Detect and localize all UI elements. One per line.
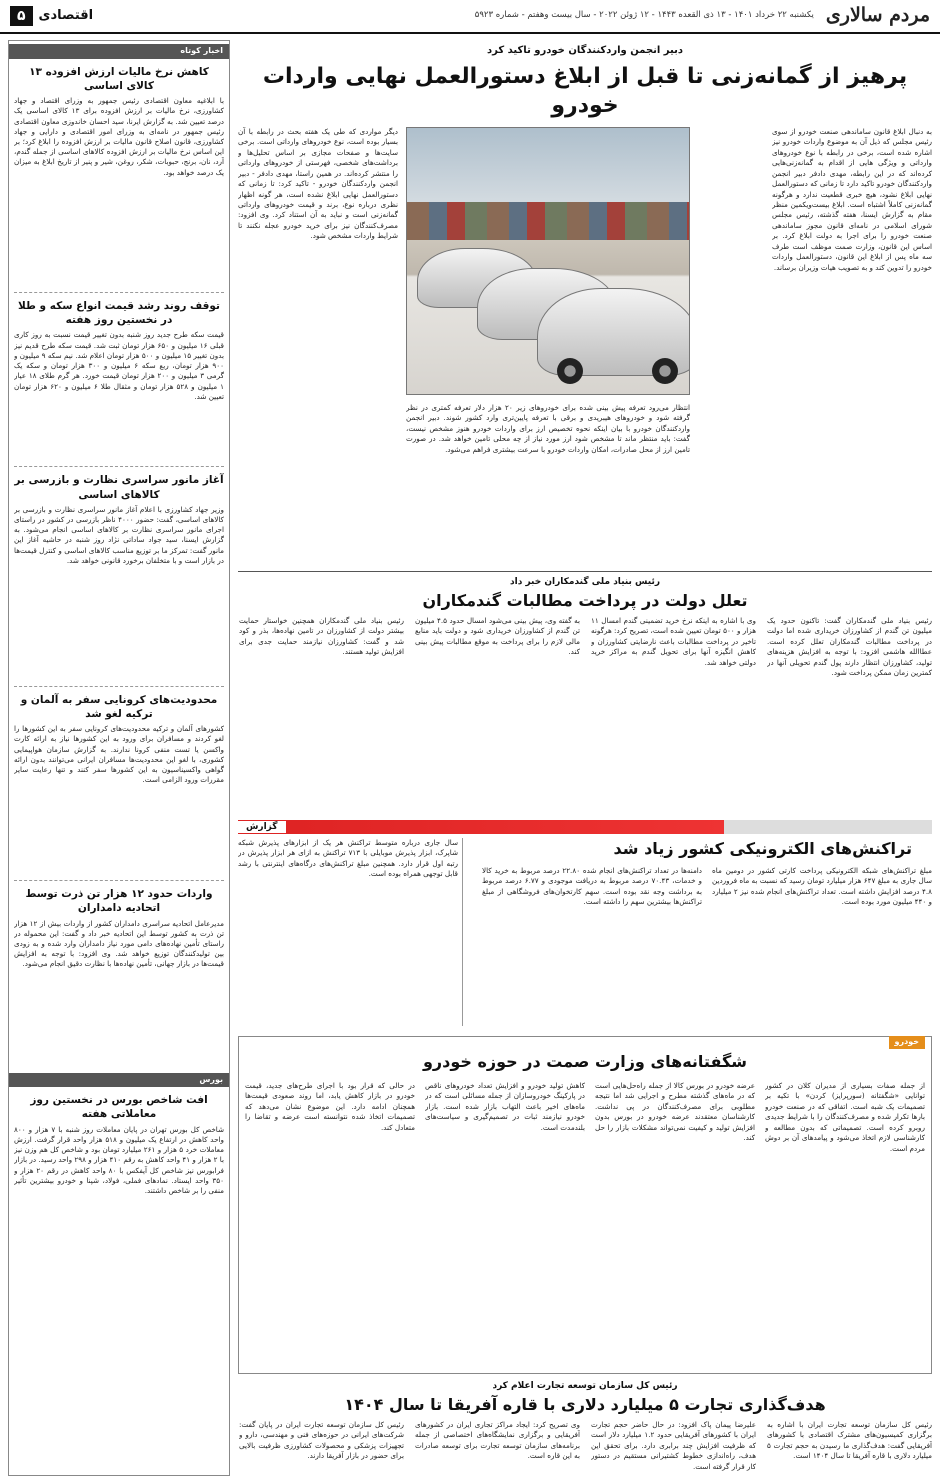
lead-article — [238, 127, 932, 567]
news-body: قیمت سکه طرح جدید روز شنبه بدون تغییر قیمت نسبت به روز کاری قبلی ۱۶ میلیون و ۶۵۰ هزار تومان ثبت شد. قیمت سکه طرح قدیم نیز بدون تغییر ۱۵ میلیون و ۵۰۰ هزار تومان اعلام شد. نیم سکه ۹ میلیون و ۹۰۰ هزار تومان، ربع سکه ۶ میلیون و ۳۰۰ هزار تومان و سکه یک گرمی ۳ میلیون و ۲۰۰ هزار تومان قیمت خورد. هر گرم طلای ۱۸ عیار ۱ میلیون و ۵۲۸ هزار تومان و مثقال طلا ۶ میلیون و ۶۲۰ هزار تومان تعیین شد. — [14, 330, 224, 401]
lead-headline: پرهیز از گمانه‌زنی تا قبل از ابلاغ دستورالعمل نهایی واردات خودرو — [262, 63, 908, 119]
report-section-label: گزارش — [238, 821, 286, 833]
news-title: توقف روند رشد قیمت انواع سکه و طلا در نخستین روز هفته — [18, 300, 220, 327]
article-column: انتظار می‌رود تعرفه پیش بینی شده برای خودروهای زیر ۲۰ هزار دلار تعرفه کمتری در نظر گرفته شود و خودروهای هیبریدی و برقی با تعرفه پایین‌تری وارد کشور شوند. دبیر انجمن واردکنندگان خودرو با بیان اینکه نحوه تخصیص ارز برای واردات خودرو هنوز مشخص نیست، گفت: باید منتظر ماند تا مشخص شود ارز مورد نیاز از چه محلی تامین خواهد شد. در صورت تامین ارز از محل صادرات، امکان واردات خودرو با سرعت بیشتری فراهم می‌شود. — [406, 402, 690, 454]
divider — [238, 571, 932, 572]
article-column: وی با اشاره به اینکه نرخ خرید تضمینی گندم امسال ۱۱ هزار و ۵۰۰ تومان تعیین شده است، تصریح کرد: هرگونه تاخیر در پرداخت مطالبات باعث نارضایتی کشاورزان و کاهش انگیزه آنها برای تحویل گندم به مراکز خرید دولتی خواهد شد. — [591, 615, 756, 667]
news-body: کشورهای آلمان و ترکیه محدودیت‌های کرونایی سفر به این کشورها را لغو کردند و مسافران برای ورود به این کشورها نیاز به ارائه کارت واکسن یا تست منفی کرونا ندارند. به گزارش سازمان هواپیمایی کشوری، با لغو این محدودیت‌ها مسافران ایرانی می‌توانند بدون ارائه گواهی واکسیناسیون به این کشورها سفر کنند و تنها رعایت سایر مقررات ورود الزامی است. — [14, 724, 224, 785]
samt-title: شگفتانه‌های وزارت صمت در حوزه خودرو — [422, 1051, 748, 1071]
main-content — [238, 40, 932, 1476]
lead-kicker: دبیر انجمن واردکنندگان خودرو تاکید کرد — [486, 45, 683, 56]
report-title: تراکنش‌های الکترونیکی کشور زیاد شد — [613, 838, 912, 858]
newspaper-logo: مردم سالاری — [825, 4, 930, 27]
article-column: رئیس بنیاد ملی گندمکاران همچنین خواستار حمایت بیشتر دولت از کشاورزان در تامین نهاده‌ها، بذر و کود شد و گفت: کشاورزان نیازمند حمایت جدی برای افزایش تولید هستند. — [239, 615, 404, 657]
africa-kicker: رئیس کل سازمان توسعه تجارت اعلام کرد — [492, 1380, 678, 1391]
sidebar-short-news — [8, 40, 230, 1476]
divider — [14, 880, 224, 881]
article-column: مبلغ تراکنش‌های شبکه الکترونیکی پرداخت کارتی کشور در دومین ماه سال جاری به مبلغ ۶۴۷ هزار میلیارد تومان رسید که نسبت به ماه فروردین ۴.۸ درصد افزایش داشته است. تعداد تراکنش‌های انجام شده نیز ۲ میلیارد و ۴۴۰ میلیون مورد بوده است. — [712, 865, 932, 907]
sidebar-header-bourse: بورس — [9, 1073, 229, 1088]
article-column: دیگر مواردی که طی یک هفته بحث در رابطه با آن بسیار بوده است، نوع خودروهای وارداتی است. برخی سایت‌ها و صفحات مجازی بر اساس تحلیل‌ها و برداشت‌های شخصی، فهرستی از خودروهای وارداتی را منتشر کرده‌اند. در همین راستا، مهدی دادفر - دبیر انجمن واردکنندگان خودرو - تاکید کرد: تا زمانی که دستورالعمل نهایی ابلاغ نشده است، هر گونه اظهار نظری درباره نوع، برند و قیمت خودروهای وارداتی گمانه‌زنی است و نباید به آن استناد کرد. وی افزود: مصرف‌کنندگان نیز برای خرید خودرو عجله نکنند تا شرایط واردات مشخص شود. — [238, 126, 398, 241]
wheat-title: تعلل دولت در پرداخت مطالبات گندمکاران — [422, 591, 748, 611]
africa-title: هدف‌گذاری تجارت ۵ میلیارد دلاری با قاره آفریقا تا سال ۱۴۰۴ — [344, 1395, 826, 1415]
news-body: با ابلاغیه معاون اقتصادی رئیس جمهور به وزرای اقتصاد و جهاد کشاورزی، نرخ مالیات بر ارزش افزوده برای ۱۳ کالای اساسی یک درصد تعیین شد. به گزارش ایرنا، سید احسان خاندوزی معاون اقتصادی رئیس جمهور در نامه‌ای به وزرای امور اقتصادی و دارایی و جهاد کشاورزی، قانون اصلاح قانون مالیات بر ارزش افزوده را ابلاغ کرد؛ بر این اساس نرخ مالیات بر ارزش افزوده کالاهای اساسی از جمله گندم، آرد، نان، برنج، حبوبات، شکر، روغن، شیر و پنیر از تاریخ ابلاغ به میزان یک درصد خواهد بود. — [14, 96, 224, 177]
article-column: دامنه‌ها در تعداد تراکنش‌های انجام شده ۲۲.۸۰ درصد مربوط به خرید کالا و خدمات، ۷۰.۴۳ درصد مربوط به دریافت موجودی و ۶.۷۷ درصد مربوط به برداشت وجه نقد بوده است. سهم کارتخوان‌های فروشگاهی از مبلغ تراکنش‌ها بیشترین سهم را داشته است. — [482, 865, 702, 907]
car-lot-photo — [406, 127, 690, 395]
section-name: اقتصادی — [38, 8, 94, 24]
article-column: وی تصریح کرد: ایجاد مراکز تجاری ایران در کشورهای آفریقایی و برگزاری نمایشگاه‌های اختصاصی از جمله برنامه‌های سازمان توسعه تجارت برای توسعه صادرات به این قاره است. — [415, 1419, 580, 1461]
news-body: شاخص کل بورس تهران در پایان معاملات روز شنبه با ۷ هزار و ۸۰۰ واحد کاهش در ارتفاع یک میلیون و ۵۱۸ هزار واحد قرار گرفت. ارزش معاملات خرد ۵ هزار و ۲۶۱ میلیارد تومان بود و شاخص کل هم وزن نیز با ۲ هزار و ۴۱ واحد کاهش به رقم ۴۱۰ هزار و ۲۹۸ واحد رسید. در بازار فرابورس نیز شاخص کل آیفکس با ۸۰ واحد کاهش در رقم ۲۰ هزار و ۳۵۰ واحد ایستاد. نمادهای فملی، فولاد، شپنا و خودرو بیشترین تأثیر منفی را بر شاخص داشتند. — [14, 1124, 224, 1195]
section-label — [10, 6, 93, 27]
report-article — [238, 838, 932, 1028]
wheat-article — [238, 576, 932, 816]
news-body: وزیر جهاد کشاورزی با اعلام آغاز مانور سراسری نظارت و بازرسی بر کالاهای اساسی، گفت: حضور ۴۰۰۰ ناظر بازرسی در کشور در راستای اجرای مانور سراسری نظارت بر کالاهای اساسی انجام می‌شود. به گزارش ایسنا، سید جواد ساداتی نژاد روز شنبه در حاشیه آغاز این مانور گفت: تمرکز ما بر توزیع مناسب کالاهای اساسی و کنترل قیمت‌ها در بازار است و با متخلفان برخورد قانونی خواهد شد. — [14, 504, 224, 565]
article-column: به دنبال ابلاغ قانون ساماندهی صنعت خودرو از سوی رئیس مجلس که ذیل آن به موضوع واردات خودرو نیز اشاره شده است، برخی در رابطه با نوع خودروهای وارداتی و ویژگی هایی از اقدام به گمانه‌زنی‌هایی کرده‌اند که در این رابطه، مهدی دادفر دبیر انجمن واردکنندگان خودرو تاکید دارد تا زمانی که دستورالعمل نهایی ابلاغ نشود، هیچ خبری قطعیت ندارد و هرگونه گمانه‌زنی کاملاً اشتباه است. ابلاغ بیست‌ویکمین منظر مقام به گزارش ایسنا، هفته گذشته، رئیس مجلس شورای اسلامی در نامه‌ای قانون مجوز ساماندهی صنعت خودرو را برای اجرا به دولت ابلاغ کرد. بر اساس این قانون، وزارت صمت موظف است طرف سه ماه پس از ابلاغ این قانون، دستورالعمل واردات خودرو را تدوین کند و به تصویب هیات وزیران برساند. — [772, 126, 932, 272]
wheel-shape — [652, 358, 678, 384]
masthead — [0, 0, 940, 34]
divider — [14, 686, 224, 687]
article-column: در حالی که قرار بود با اجرای طرح‌های جدید، قیمت خودرو در بازار کاهش یابد، اما روند صعودی قیمت‌ها همچنان ادامه دارد. این موضوع نشان می‌دهد که تصمیمات اتخاذ شده نتوانسته است عرضه و تقاضا را متعادل کند. — [245, 1080, 415, 1132]
article-column: علیرضا پیمان پاک افزود: در حال حاضر حجم تجارت ایران با کشورهای آفریقایی حدود ۱.۲ میلیارد دلار است که ظرفیت افزایش چند برابری دارد. برای تحقق این هدف، راه‌اندازی خطوط کشتیرانی مستقیم در دستور کار قرار گرفته است. — [591, 1419, 756, 1471]
photo-sky — [407, 128, 689, 208]
dateline: یکشنبه ۲۲ خرداد ۱۴۰۱ - ۱۳ ذی القعده ۱۴۴۳ - ۱۲ ژوئن ۲۰۲۲ - سال بیست وهفتم - شماره ۵۹۲۳ — [474, 10, 814, 21]
article-column: رئیس کل سازمان توسعه تجارت ایران با اشاره به برگزاری کمیسیون‌های مشترک اقتصادی با کشورهای آفریقایی گفت: هدف‌گذاری ما رسیدن به حجم تجارت ۵ میلیارد دلاری با قاره آفریقا تا سال ۱۴۰۴ است. — [767, 1419, 932, 1461]
article-column: رئیس بنیاد ملی گندمکاران گفت: تاکنون حدود یک میلیون تن گندم از کشاورزان خریداری شده اما دولت در پرداخت مطالبات گندمکاران تعلل کرده است. عطاالله هاشمی افزود: با توجه به افزایش هزینه‌های تولید، کشاورزان انتظار دارند پول گندم تحویلی آنها در کمترین زمان ممکن پرداخت شود. — [767, 615, 932, 678]
news-title: آغاز مانور سراسری نظارت و بازرسی بر کالاهای اساسی — [14, 474, 224, 501]
article-column: سال جاری درباره متوسط تراکنش هر یک از ابزارهای پذیرش شبکه شاپرک، ابزار پذیرش موبایلی با ۷۱۳ تراکنش به ازای هر ابزار پذیرش در رتبه اول قرار دارد. همچنین مبلغ تراکنش‌های درگاه‌های اینترنتی با رشد قابل توجهی همراه بوده است. — [238, 838, 463, 1026]
news-title: کاهش نرخ مالیات ارزش افزوده ۱۳ کالای اساسی — [29, 65, 209, 92]
wheel-shape — [557, 358, 583, 384]
sidebar-header: اخبار کوتاه — [9, 44, 229, 59]
page-number: ۵ — [10, 6, 33, 27]
news-body: مدیرعامل اتحادیه سراسری دامداران کشور از واردات بیش از ۱۲ هزار تن ذرت به کشور توسط این اتحادیه خبر داد و گفت: این محموله در راستای تأمین نهاده‌های دامی مورد نیاز دامداران وارد شده و به زودی بین تولیدکنندگان توزیع خواهد شد. وی افزود: با توجه به افزایش قیمت‌ها در بازار جهانی، تأمین نهاده‌ها با نظارت دقیق انجام می‌شود. — [14, 918, 224, 969]
news-title: محدودیت‌های کرونایی سفر به آلمان و ترکیه لغو شد — [20, 693, 218, 720]
news-title: واردات حدود ۱۲ هزار تن ذرت توسط اتحادیه دامداران — [25, 888, 213, 915]
report-section-bar — [238, 820, 932, 834]
article-column: کاهش تولید خودرو و افزایش تعداد خودروهای ناقص در پارکینگ خودروسازان از جمله مسائلی است که در ماه‌های اخیر باعث التهاب بازار شده است. بازار خودرو نیازمند ثبات در تصمیم‌گیری و سیاست‌های بلندمدت است. — [425, 1080, 585, 1132]
photo-containers — [407, 202, 689, 239]
news-title: افت شاخص بورس در نخستین روز معاملاتی هفته — [30, 1094, 208, 1121]
article-column: به گفته وی، پیش بینی می‌شود امسال حدود ۴.۵ میلیون تن گندم از کشاورزان خریداری شود و دولت باید منابع مالی لازم را برای پرداخت به موقع مطالبات پیش بینی کند. — [415, 615, 580, 657]
wheat-kicker: رئیس بنیاد ملی گندمکاران خبر داد — [509, 576, 661, 587]
divider — [14, 466, 224, 467]
article-column: عرضه خودرو در بورس کالا از جمله راه‌حل‌هایی است که در ماه‌های گذشته مطرح و اجرایی شد اما نتیجه مطلوبی برای مصرف‌کنندگان در پی نداشت. کارشناسان معتقدند عرضه خودرو در بورس بدون افزایش تولید و کیفیت نمی‌تواند مشکلات بازار را حل کند. — [595, 1080, 755, 1143]
article-column: از جمله صفات بسیاری از مدیران کلان در کشور توانایی «شگفتانه (سورپرایز) کردن» با تکیه بر تصمیمات یک شبه است. اتفاقی که در صنعت خودرو بارها تکرار شده و مصرف‌کنندگان را با شرایط جدیدی روبرو کرده است. تصمیماتی که بدون مطالعه و کارشناسی لازم اتخاذ می‌شود و پیامدهای آن بر دوش مردم است. — [765, 1080, 925, 1153]
article-column: رئیس کل سازمان توسعه تجارت ایران در پایان گفت: شرکت‌های ایرانی در حوزه‌های فنی و مهندسی، دارو و تجهیزات پزشکی و محصولات کشاورزی ظرفیت بالایی برای حضور در بازار آفریقا دارند. — [239, 1419, 404, 1461]
samt-article-box — [238, 1036, 932, 1374]
divider — [14, 292, 224, 293]
africa-article — [238, 1380, 932, 1476]
section-tag: خودرو — [889, 1036, 925, 1049]
